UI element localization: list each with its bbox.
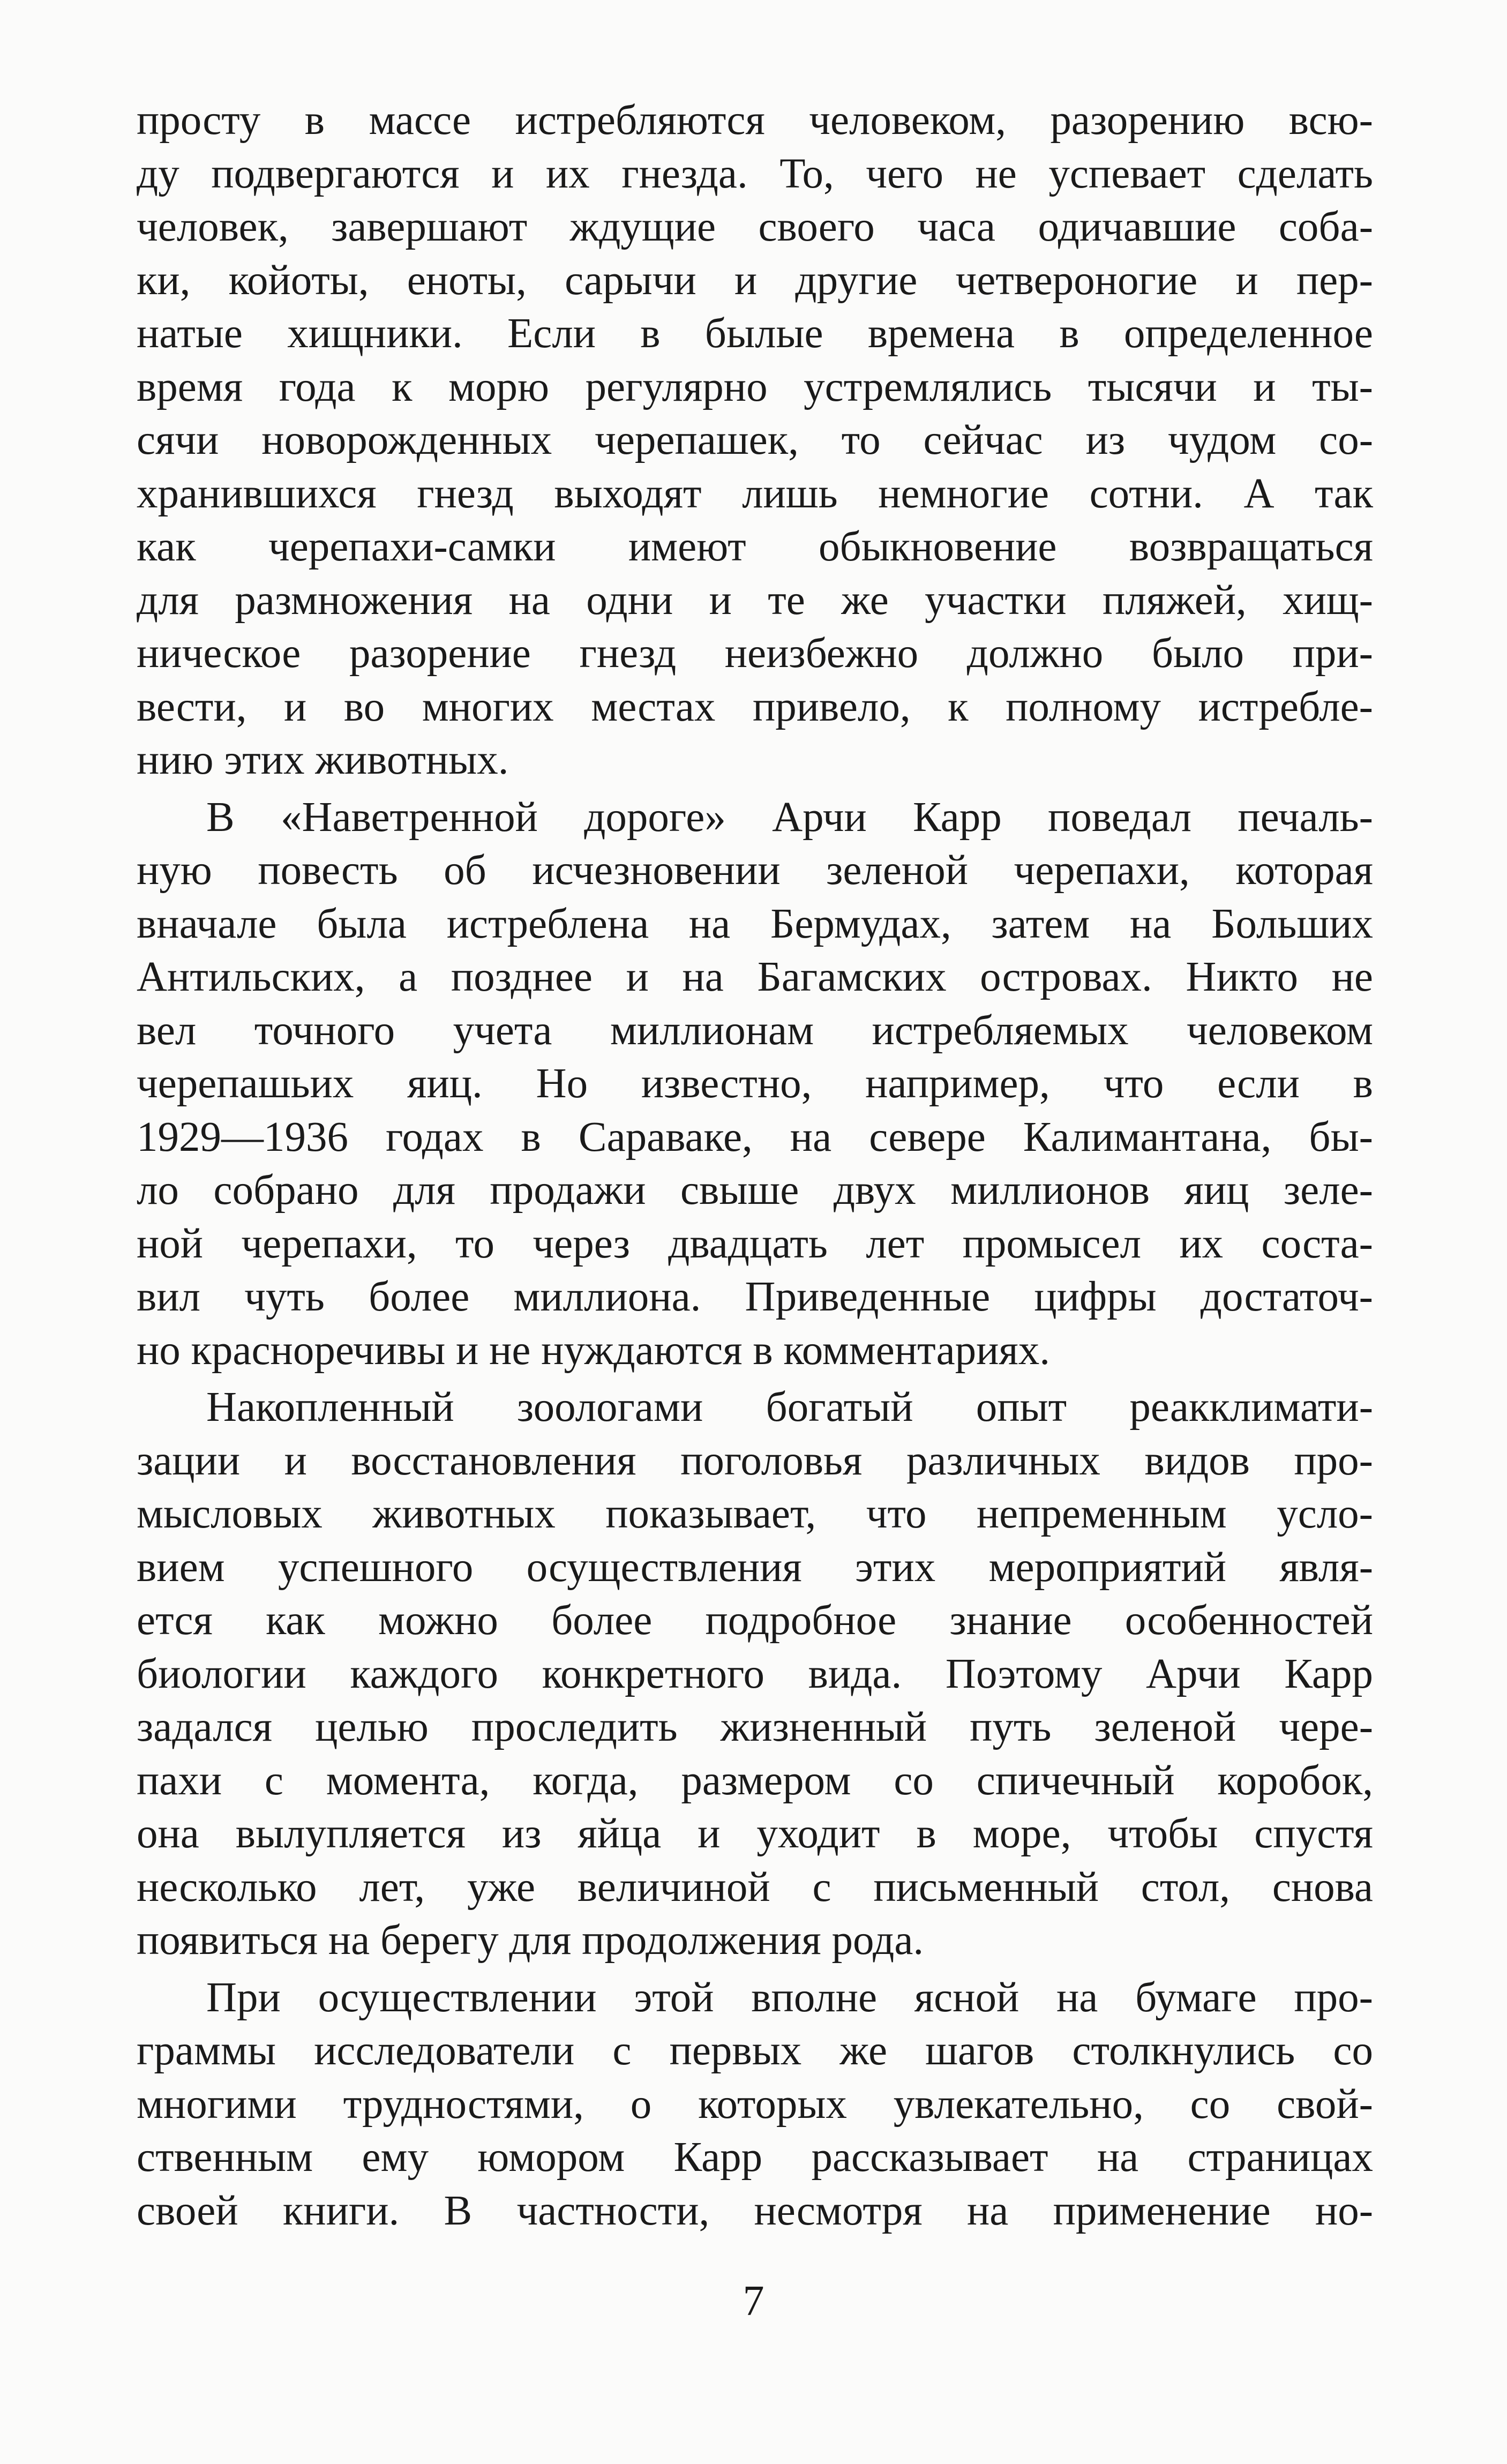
text-line: просту в массе истребляются человеком, разорению всю- <box>137 97 1373 144</box>
text-line: ки, койоты, еноты, сарычи и другие четвероногие и пер- <box>137 257 1373 304</box>
paragraph-4 <box>137 1971 1373 2238</box>
text-line: время года к морю регулярно устремлялись тысячи и ты- <box>137 363 1373 410</box>
text-line: ническое разорение гнезд неизбежно должно было при- <box>137 630 1373 677</box>
text-line: ной черепахи, то через двадцать лет промысел их соста- <box>137 1220 1373 1267</box>
text-line: пахи с момента, когда, размером со спичечный коробок, <box>137 1757 1373 1804</box>
text-line: задался целью проследить жизненный путь зеленой чере- <box>137 1704 1373 1750</box>
text-line: черепашьих яиц. Но известно, например, что если в <box>137 1060 1373 1107</box>
text-line: нию этих животных. <box>137 737 509 783</box>
text-line: вначале была истреблена на Бермудах, затем на Больших <box>137 900 1373 947</box>
text-line: В «Наветренной дороге» Арчи Карр поведал печаль- <box>206 793 1373 841</box>
text-line: она вылупляется из яйца и уходит в море, чтобы спустя <box>137 1810 1373 1857</box>
text-line: появиться на берегу для продолжения рода. <box>137 1917 924 1964</box>
text-line: хранившихся гнезд выходят лишь немногие сотни. А так <box>137 470 1373 517</box>
paragraph-1 <box>137 94 1373 787</box>
text-line: Антильских, а позднее и на Багамских островах. Никто не <box>137 954 1373 1000</box>
text-line: биологии каждого конкретного вида. Поэтому Арчи Карр <box>137 1650 1373 1697</box>
text-line: вием успешного осуществления этих мероприятий явля- <box>137 1544 1373 1591</box>
body-text <box>137 94 1373 2241</box>
text-line: Накопленный зоологами богатый опыт реакклимати- <box>206 1384 1373 1431</box>
text-line: человек, завершают ждущие своего часа одичавшие соба- <box>137 204 1373 250</box>
paragraph-2 <box>137 791 1373 1377</box>
text-line: сячи новорожденных черепашек, то сейчас из чудом со- <box>137 417 1373 463</box>
text-line: для размножения на одни и те же участки пляжей, хищ- <box>137 576 1373 624</box>
text-line: ется как можно более подробное знание особенностей <box>137 1597 1373 1644</box>
text-line: граммы исследователи с первых же шагов столкнулись со <box>137 2027 1373 2074</box>
text-line: вел точного учета миллионам истребляемых человеком <box>137 1007 1373 1054</box>
text-line: своей книги. В частности, несмотря на применение но- <box>137 2187 1373 2234</box>
text-line: вести, и во многих местах привело, к полному истребле- <box>137 683 1373 730</box>
text-line: вил чуть более миллиона. Приведенные цифры достаточ- <box>137 1274 1373 1320</box>
text-line: но красноречивы и не нуждаются в комментариях. <box>137 1327 1051 1374</box>
text-line: ственным ему юмором Карр рассказывает на страницах <box>137 2134 1373 2181</box>
text-line: ную повесть об исчезновении зеленой черепахи, которая <box>137 847 1373 894</box>
text-line: При осуществлении этой вполне ясной на бумаге про- <box>206 1974 1373 2021</box>
text-line: как черепахи-самки имеют обыкновение возвращаться <box>137 523 1373 570</box>
page-number: 7 <box>743 2278 764 2325</box>
text-line: несколько лет, уже величиной с письменный стол, снова <box>137 1863 1373 1911</box>
text-line: зации и восстановления поголовья различных видов про- <box>137 1437 1373 1484</box>
text-line: ду подвергаются и их гнезда. То, чего не успевает сделать <box>137 150 1373 197</box>
paragraph-3 <box>137 1381 1373 1967</box>
text-line: ло собрано для продажи свыше двух миллионов яиц зеле- <box>137 1167 1373 1214</box>
text-line: многими трудностями, о которых увлекательно, со свой- <box>137 2080 1373 2128</box>
text-line: мысловых животных показывает, что непременным усло- <box>137 1491 1373 1537</box>
text-line: 1929—1936 годах в Сараваке, на севере Калимантана, бы- <box>137 1113 1373 1160</box>
text-line: натые хищники. Если в былые времена в определенное <box>137 310 1373 357</box>
